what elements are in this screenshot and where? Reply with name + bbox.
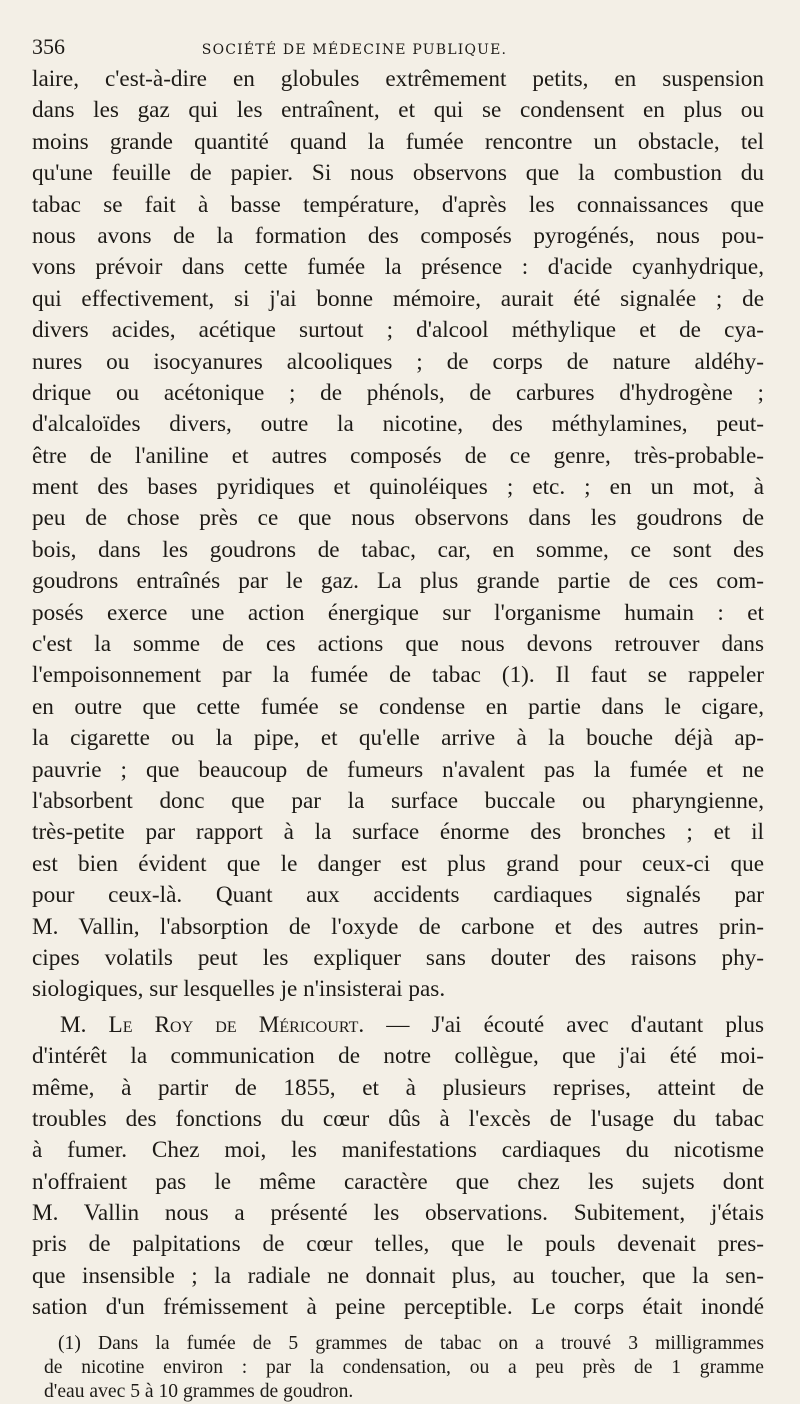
text-line: d'intérêt la communication de notre collègue, que j'ai été moi- <box>32 1043 764 1070</box>
paragraph-2 <box>32 1010 764 1324</box>
text-line: M. Vallin, l'absorption de l'oxyde de carbone et des autres prin- <box>32 913 764 940</box>
text-line: ment des bases pyridiques et quinoléiques ; etc. ; en un mot, à <box>32 474 764 501</box>
text-line: l'empoisonnement par la fumée de tabac (1). Il faut se rappeler <box>32 662 764 689</box>
text-line: d'alcaloïdes divers, outre la nicotine, des méthylamines, peut- <box>32 411 764 438</box>
footnote <box>32 1332 764 1404</box>
text-line: posés exerce une action énergique sur l'organisme humain : et <box>32 599 764 626</box>
footnote-line: (1) Dans la fumée de 5 grammes de tabac on a trouvé 3 milligrammes <box>58 1332 764 1354</box>
text-line <box>32 1010 764 1041</box>
paragraph-1 <box>32 64 764 1006</box>
text-line: pauvrie ; que beaucoup de fumeurs n'avalent pas la fumée et ne <box>32 756 764 783</box>
text-line: cipes volatils peut les expliquer sans douter des raisons phy- <box>32 944 764 971</box>
footnote-line: de nicotine environ : par la condensation, ou a peu près de 1 gramme <box>44 1356 764 1378</box>
text-line: drique ou acétonique ; de phénols, de carbures d'hydrogène ; <box>32 379 764 406</box>
text-line: sation d'un frémissement à peine perceptible. Le corps était inondé <box>32 1294 764 1321</box>
text-line: nures ou isocyanures alcooliques ; de corps de nature aldéhy- <box>32 348 764 375</box>
text-line: à fumer. Chez moi, les manifestations cardiaques du nicotisme <box>32 1137 764 1164</box>
text-line: dans les gaz qui les entraînent, et qui se condensent en plus ou <box>32 97 764 124</box>
text-line: l'absorbent donc que par la surface buccale ou pharyngienne, <box>32 787 764 814</box>
text-line: goudrons entraînés par le gaz. La plus grande partie de ces com- <box>32 568 764 595</box>
text-line: qu'une feuille de papier. Si nous observons que la combustion du <box>32 160 764 187</box>
text-line: même, à partir de 1855, et à plusieurs reprises, atteint de <box>32 1074 764 1101</box>
text-line: troubles des fonctions du cœur dûs à l'excès de l'usage du tabac <box>32 1105 764 1132</box>
text-line: moins grande quantité quand la fumée rencontre un obstacle, tel <box>32 128 764 155</box>
text-line: qui effectivement, si j'ai bonne mémoire, aurait été signalée ; de <box>32 285 764 312</box>
text-line: c'est la somme de ces actions que nous devons retrouver dans <box>32 631 764 658</box>
text-line: être de l'aniline et autres composés de ce genre, très-probable- <box>32 442 764 469</box>
speaker-name: Le Roy de Méricourt <box>108 1011 359 1038</box>
footnote-line: d'eau avec 5 à 10 grammes de goudron. <box>44 1380 354 1402</box>
text-line: pour ceux-là. Quant aux accidents cardiaques signalés par <box>32 882 764 909</box>
page-number: 356 <box>32 34 65 59</box>
text-line: la cigarette ou la pipe, et qu'elle arrive à la bouche déjà ap- <box>32 725 764 752</box>
text-line: que insensible ; la radiale ne donnait plus, au toucher, que la sen- <box>32 1262 764 1289</box>
text-line: laire, c'est-à-dire en globules extrêmement petits, en suspension <box>32 66 764 92</box>
text-line: siologiques, sur lesquelles je n'insisterai pas. <box>32 976 446 1003</box>
text-line: en outre que cette fumée se condense en partie dans le cigare, <box>32 693 764 720</box>
running-header <box>32 34 764 64</box>
text-line: tabac se fait à basse température, d'après les connaissances que <box>32 191 764 218</box>
text-line: vons prévoir dans cette fumée la présence : d'acide cyanhydrique, <box>32 254 764 281</box>
text-line: peu de chose près ce que nous observons dans les goudrons de <box>32 505 764 532</box>
text-line: pris de palpitations de cœur telles, que le pouls devenait pres- <box>32 1231 764 1258</box>
text-line: très-petite par rapport à la surface énorme des bronches ; et il <box>32 819 764 846</box>
text-line: n'offraient pas le même caractère que chez les sujets dont <box>32 1168 764 1195</box>
text-line: M. Vallin nous a présenté les observations. Subitement, j'étais <box>32 1200 764 1227</box>
text-line: est bien évident que le danger est plus grand pour ceux-ci que <box>32 850 764 877</box>
text-line: bois, dans les goudrons de tabac, car, en somme, ce sont des <box>32 536 764 563</box>
running-title: SOCIÉTÉ DE MÉDECINE PUBLIQUE. <box>201 42 508 58</box>
text-line: divers acides, acétique surtout ; d'alcool méthylique et de cya- <box>32 317 764 344</box>
speaker-line-rest: . — J'ai écouté avec d'autant plus <box>358 1011 764 1038</box>
speaker-prefix: M. <box>60 1011 109 1038</box>
text-line: nous avons de la formation des composés pyrogénés, nous pou- <box>32 222 764 249</box>
